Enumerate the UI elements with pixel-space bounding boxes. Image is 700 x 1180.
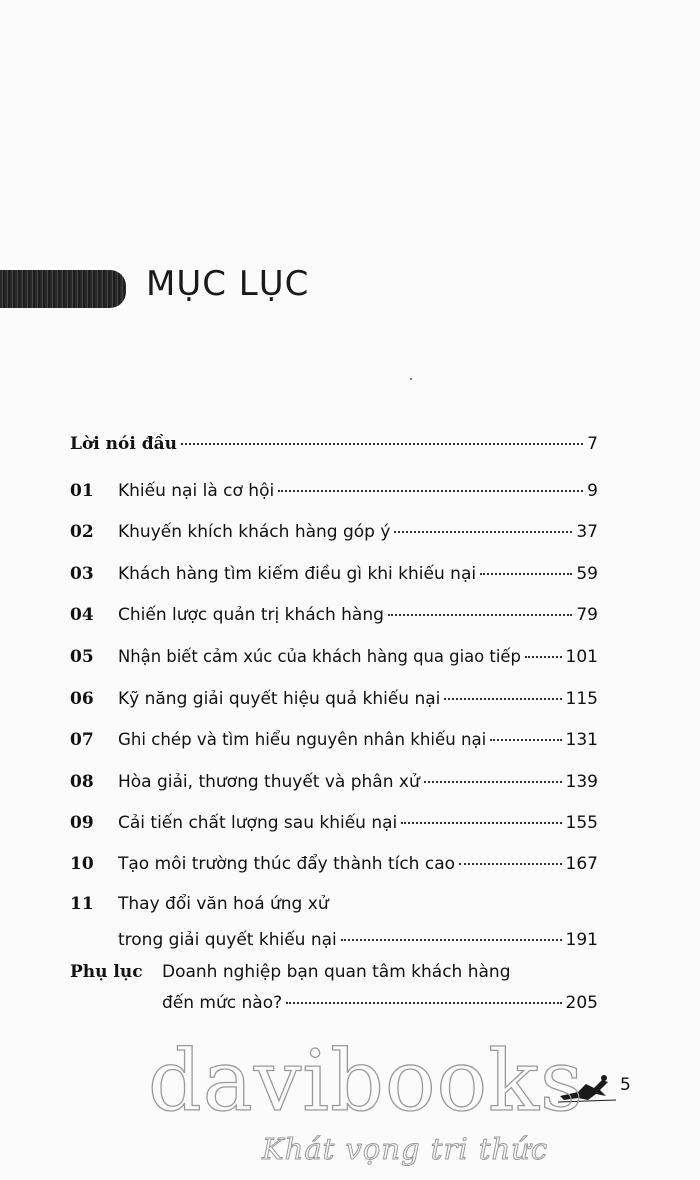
toc-entry-preface [70,432,598,456]
toc-chapter-number: 03 [70,564,94,584]
toc-entry [70,520,598,544]
toc-entry [70,562,598,586]
toc-entry-page: 37 [576,522,598,542]
toc-entry-page: 7 [587,434,598,454]
toc-entry [70,687,598,711]
toc-entry-line [70,892,598,916]
page-title: MỤC LỤC [146,264,310,304]
toc-entry [70,892,598,952]
print-speck [410,378,412,380]
toc-entry-title: Khuyến khích khách hàng góp ý [118,522,391,542]
toc-entry-line [70,960,598,984]
toc-entry-page: 79 [576,605,598,625]
toc-entry-appendix [70,960,598,1015]
toc-entry-title: Tạo môi trường thúc đẩy thành tích cao [118,854,456,874]
toc-leader-dots [490,739,561,741]
toc-entry-title: Thay đổi văn hoá ứng xử [118,894,329,914]
toc-leader-dots [401,822,561,824]
toc-leader-dots [480,573,572,575]
toc-entry-title: Khiếu nại là cơ hội [118,481,275,501]
toc-leader-dots [286,1002,561,1004]
toc-entry [70,811,598,835]
toc-chapter-number: 06 [70,689,94,709]
toc-entry-page: 9 [587,481,598,501]
toc-leader-dots [341,939,562,941]
toc-chapter-number: 10 [70,854,94,874]
toc-entry [70,603,598,627]
heading-decor-bar [0,270,126,308]
toc-leader-dots [459,863,562,865]
toc-entry [70,770,598,794]
toc-leader-dots [388,614,572,616]
toc-entry-title: Hòa giải, thương thuyết và phân xử [118,772,420,792]
toc-chapter-number: 02 [70,522,94,542]
watermark-logo: davibooks [148,1032,585,1130]
toc-entry [70,728,598,752]
toc-entry-title: Cải tiến chất lượng sau khiếu nại [118,813,398,833]
toc-entry [70,479,598,503]
toc-entry-page: 139 [565,772,598,792]
toc-entry-title: Kỹ năng giải quyết hiệu quả khiếu nại [118,689,441,709]
toc-chapter-number: 01 [70,481,94,501]
toc-leader-dots [394,531,572,533]
toc-entry-page: 115 [565,689,598,709]
toc-chapter-number: 04 [70,605,94,625]
toc-leader-dots [444,698,561,700]
toc-entry-title-continued: trong giải quyết khiếu nại [118,930,337,950]
toc-entry-page: 59 [576,564,598,584]
toc-leader-dots [278,490,583,492]
toc-entry-page: 167 [565,854,598,874]
toc-entry-title: Khách hàng tìm kiếm điều gì khi khiếu nại [118,564,477,584]
toc-chapter-number: 08 [70,772,94,792]
toc-entry [70,645,598,669]
toc-chapter-number: 09 [70,813,94,833]
toc-chapter-number: 05 [70,647,94,667]
toc-appendix-label: Phụ lục [70,962,143,982]
toc-entry-page: 191 [565,930,598,950]
toc-leader-dots [424,781,562,783]
toc-entry-title: Nhận biết cảm xúc của khách hàng qua giao tiếp [118,647,521,666]
toc-chapter-number: 11 [70,894,94,914]
toc-leader-dots [525,656,562,658]
toc-entry-title: Chiến lược quản trị khách hàng [118,605,384,625]
toc-entry-page: 131 [565,730,598,750]
page-number: 5 [620,1075,631,1095]
toc-entry-title: Ghi chép và tìm hiểu nguyên nhân khiếu nại [118,730,487,749]
watermark-tagline: Khát vọng tri thức [262,1132,549,1166]
toc-entry-page: 155 [565,813,598,833]
toc-leader-dots [181,443,583,445]
toc-entry-title: Lời nói đầu [70,434,178,454]
toc-entry-page: 205 [565,993,598,1013]
toc-entry [70,852,598,876]
toc-chapter-number: 07 [70,730,94,750]
toc-entry-line [70,928,598,952]
toc-entry-title: Doanh nghiệp bạn quan tâm khách hàng [162,962,511,982]
toc-entry-page: 101 [565,647,598,667]
toc-entry-title-continued: đến mức nào? [162,993,283,1013]
toc-entry-line [70,991,598,1015]
